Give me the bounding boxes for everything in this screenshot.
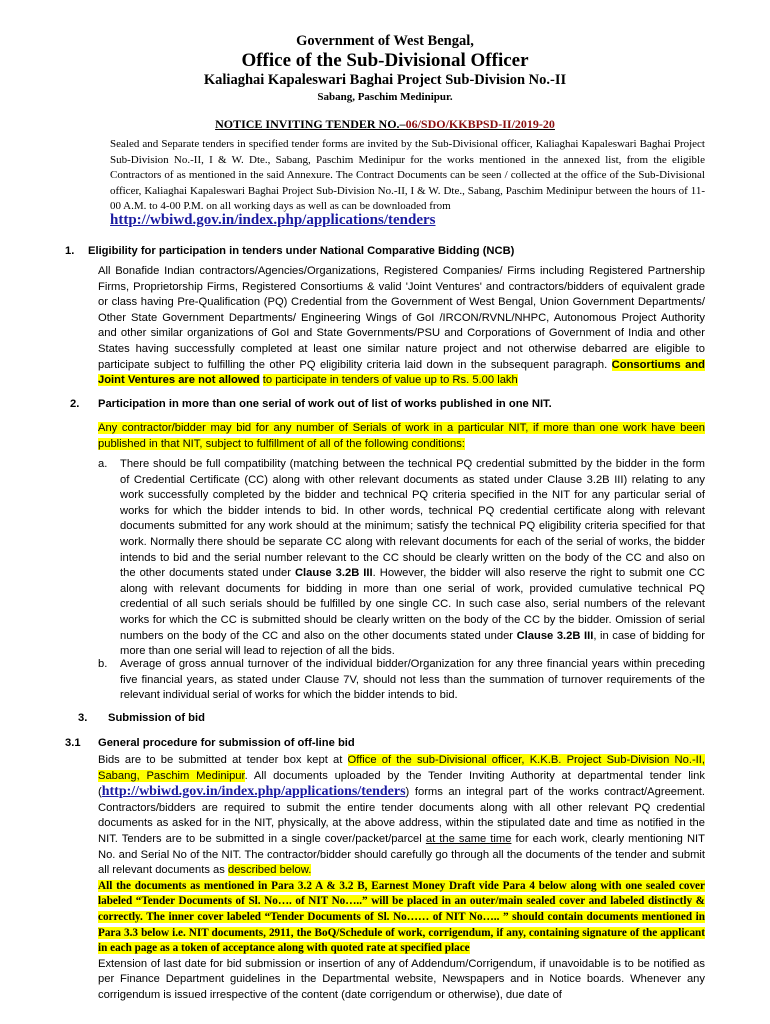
section2-number: 2. <box>70 398 80 410</box>
section1-body <box>98 264 705 389</box>
tender-box-address: Office of the sub-Divisional officer, K.K.B. Project Sub-Division No.-II, Sabang, Paschim Medinipur <box>98 754 706 782</box>
clause-a-label: a. <box>98 458 108 470</box>
section1-text: All Bonafide Indian contractors/Agencies/Organizations, Registered Companies/ Firms including Registered Partnership Firms, Proprietorship Firms, Registered Consortiums & valid 'Joint Ventures' and contractors/bidders of equivalent grade or class having Pre-Qualification (PQ) Credential from the Government of West Bengal, Union Government Departments/ Other State Government Departments/ Engineering Wings of GoI /IRCON/RVNL/NHPC, Autonomous Project Authority and other similar organizations of GoI and State Governments/PSU and Corporations of Government of India and other States having successfully completed at least one similar nature project and not otherwise debarred are eligible to participate subject to fulfilling the other PQ eligibility criteria laid down in the subsequent paragraph. <box>98 265 705 371</box>
section3-heading: Submission of bid <box>108 712 205 724</box>
clause-a-part1: There should be full compatibility (matching between the technical PQ credential submitted by the bidder in the form of Credential Certificate (CC) along with other relevant documents as stated under Clause 3.2B III) relating to any work successfully completed by the bidder and technical PQ criteria specified in the NIT for any particular serial of works for which the bidder intends to bid. In other words, technical PQ credential certificate along with relevant documents submitted for any work should at the minimum; satisfy the technical PQ eligibility criteria specified for that work. Normally there should be separate CC along with relevant documents for each of the serial of works, the bidder intends to bid and the serial number relevant to the CC should be clearly written on the body of the CC and also on the other documents stated under <box>120 458 705 580</box>
clause-a-text <box>120 457 705 660</box>
location-line: Sabang, Paschim Medinipur. <box>317 91 453 103</box>
tender-link-inline[interactable]: http://wbiwd.gov.in/index.php/applications/tenders <box>101 784 406 800</box>
subdivision-title: Kaliaghai Kapaleswari Baghai Project Sub-Division No.-II <box>203 72 567 88</box>
section2-intro-highlight: Any contractor/bidder may bid for any number of Serials of work in a particular NIT, if more than one work have been published in that NIT, subject to fulfillment of all of the following conditions: <box>98 422 705 450</box>
government-heading: Government of West Bengal, <box>296 33 474 49</box>
bid-text-start: Bids are to be submitted at tender box kept at <box>98 754 343 766</box>
office-title: Office of the Sub-Divisional Officer <box>241 50 529 71</box>
clause-a-ref1: Clause 3.2B III <box>294 567 373 580</box>
section1-highlight-bold: Consortiums and Joint Ventures are not allowed <box>98 358 705 387</box>
section1-highlight-text: to participate in tenders of value up to Rs. 5.00 lakh <box>262 374 518 387</box>
notice-title <box>0 117 770 132</box>
section2-intro <box>98 421 705 452</box>
cover-instructions: All the documents as mentioned in Para 3.2 A & 3.2 B, Earnest Money Draft vide Para 4 below along with one sealed cover labeled “Tender Documents of Sl. No…. of NIT No…..” will be placed in an outer/main sealed cover and labeled distinctly & correctly. The inner cover labeled “Tender Documents of Sl. No…… of NIT No….. ” should contain documents mentioned in Para 3.3 below i.e. NIT documents, 2911, the BoQ/Schedule of work, corrigendum, if any, containing signature of the applicant in each page as a token of acceptance along with quoted rate at specified place <box>98 879 705 955</box>
clause-b-label: b. <box>98 658 108 670</box>
bid-text-mid1: . All documents uploaded by the Tender Inviting Authority at departmental tender link ( <box>98 769 705 799</box>
clause-a-ref2: Clause 3.2B III <box>516 629 594 642</box>
notice-intro: Sealed and Separate tenders in specified tender forms are invited by the Sub-Divisional officer, Kaliaghai Kapaleswari Baghai Project Sub-Division No.-II, I & W. Dte., Sabang, Paschim Medinipur for the works mentioned in the annexed list, from the eligible Contractors of as mentioned in the said Annexure. The Contract Documents can be seen / collected at the office of the Sub-Divisional officer, Kaliaghai Kapaleswari Baghai Project Sub-Division No.-II, I & W. Dte., Sabang, Paschim Medinipur between the hours of 11-00 A.M. to 4-00 P.M. on all working days as well as can be downloaded from <box>110 138 705 212</box>
notice-title-prefix: NOTICE INVITING TENDER NO.– <box>215 117 406 131</box>
section31-number: 3.1 <box>65 737 81 749</box>
bid-text-mid3: for each work, clearly mentioning NIT No. and Serial No of the NIT. The contractor/bidder should carefully go through all the documents of the tender and submit all relevant documents as <box>98 832 706 877</box>
described-below-text: described below. <box>227 864 312 877</box>
clause-a-part3: , in case of bidding for more than one serial will lead to rejection of all the bids. <box>120 629 705 658</box>
section1-number: 1. <box>65 245 75 257</box>
tender-link[interactable]: http://wbiwd.gov.in/index.php/applications/tenders <box>110 212 436 228</box>
section31-heading: General procedure for submission of off-line bid <box>98 737 355 749</box>
notice-number: 06/SDO/KKBPSD-II/2019-20 <box>405 117 555 131</box>
section3-number: 3. <box>78 712 88 724</box>
bid-text-end: Extension of last date for bid submission or insertion of any of Addendum/Corrigendum, if unavoidable is to be notified as per Finance Department guidelines in the Departmental website, Newspapers and in Notice boards. Whenever any corrigendum is issued irrespective of the content (date corrigendum or otherwise), due date of <box>98 957 705 1001</box>
bid-text-mid2: ) forms an integral part of the works contract/Agreement. Contractors/bidders are required to submit the entire tender documents along with all other relevant PQ credential documents as asked for in the NIT, physically, at the above address, within the stipulated date and time as notified in the NIT. Tenders are to be submitted in a single cover/packet/parcel <box>98 786 705 845</box>
clause-a-part2: . However, the bidder will also reserve the right to submit one CC along with relevant documents for bidding in more than one serial of work, provided cumulative technical PQ credential of all such serials should be fulfilled by one single CC. In such case also, serial numbers of the relevant works for which the CC is submitted should be clearly written on the body of the CC by the bidder. Omission of serial numbers on the body of the CC and also on the other documents stated under <box>120 567 705 642</box>
section31-body <box>98 753 705 1004</box>
same-time-text: at the same time <box>425 832 512 845</box>
section1-heading: Eligibility for participation in tenders under National Comparative Bidding (NCB) <box>88 245 515 257</box>
clause-b-text: Average of gross annual turnover of the individual bidder/Organization for any three financial years within preceding five financial years, as stated under Clause 7V, should not less than the summation of turnover requirements of the relevant individual serial of works for which the bidder intends to bid. <box>120 658 705 702</box>
section2-heading: Participation in more than one serial of work out of list of works published in one NIT. <box>98 398 552 410</box>
